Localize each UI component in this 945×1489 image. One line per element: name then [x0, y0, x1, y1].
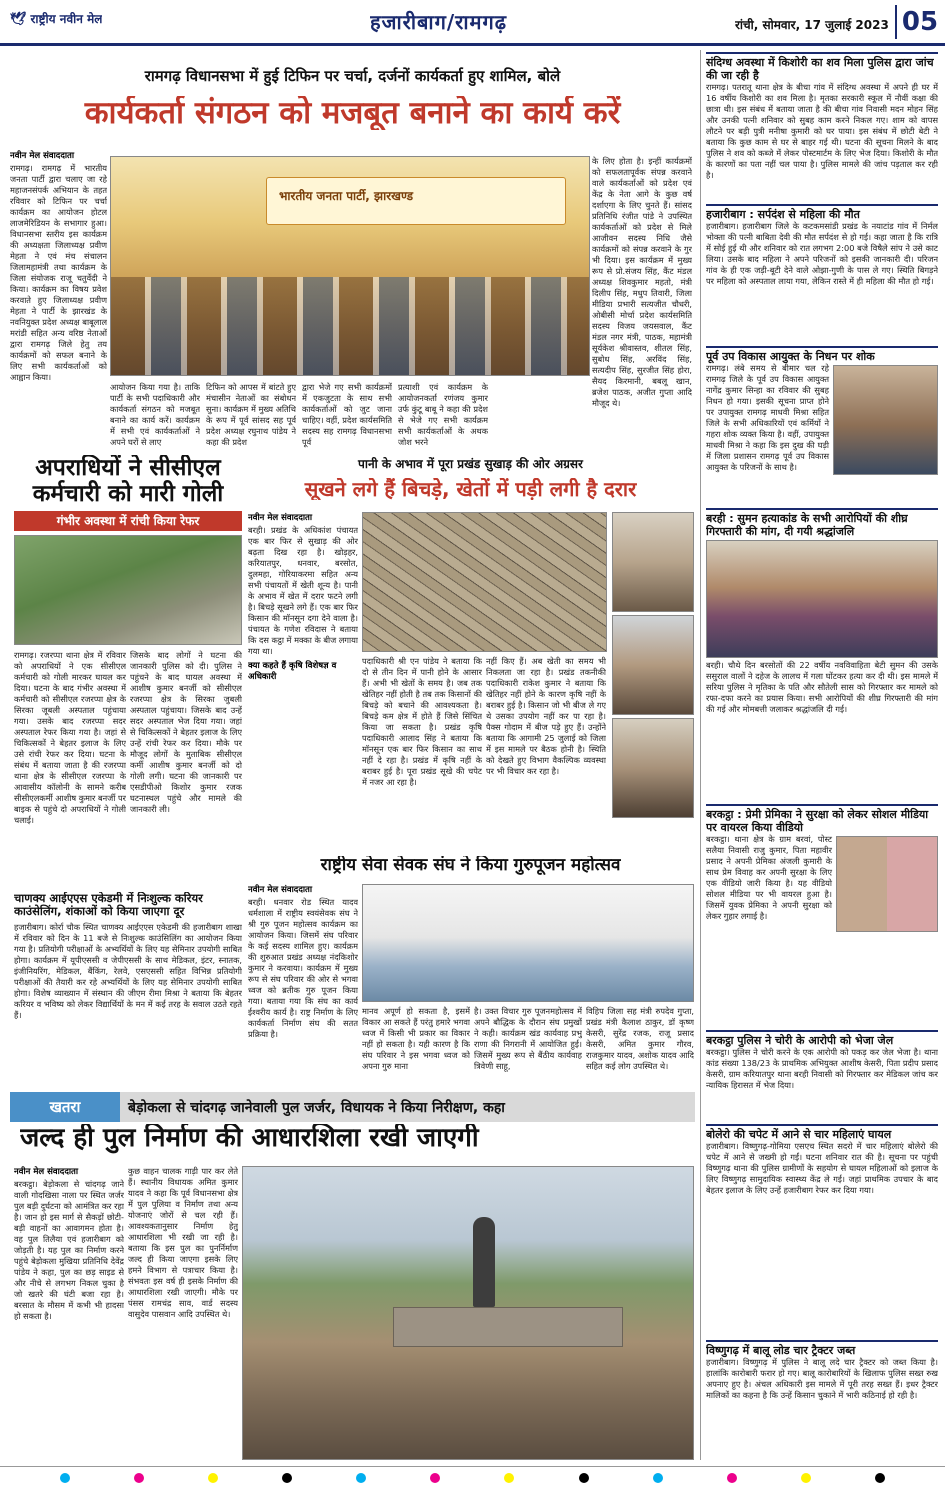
- lead-text-4: द्वारा भेजे गए सभी कार्यक्रमों में एकजुटता के साथ सभी कार्यकर्ताओं को जुट जाना चाहिए। वहीं, प्रदेश कार्यसमिति सदस्य सह रामगढ़ विधानसभा पूर्व: [302, 382, 392, 447]
- chanakya-headline: चाणक्य आईएएस एकेडमी में निःशुल्क करियर काउंसेलिंग, शंकाओं को किया जाएगा दूर: [14, 892, 203, 919]
- bridge-kicker-bar: [10, 1092, 695, 1122]
- cyan-swatch: [356, 1473, 366, 1483]
- black-swatch: [579, 1473, 589, 1483]
- drought-subhead: क्या कहते हैं कृषि विशेषज्ञ व अधिकारी: [248, 660, 337, 682]
- rss-text-2: मानव अपूर्ण हो सकता है, इसमें विकार आ सकते हैं परंतु हमारे भगवा ध्वज में किसी भी प्रकार का विकार नहीं हो सकता है। यही कारण है कि संघ परिवार ने इस भगवा ध्वज को अपना गुरु माना: [362, 1006, 470, 1071]
- drought-byline: नवीन मेल संवाददाता: [248, 513, 313, 523]
- crime-column-2: [130, 650, 242, 890]
- bridge-text-1: बरकट्ठा। बेड़ोकला से चांदगढ़ जाने वाली गोदखिसा नाला पर स्थित जर्जर पुल बड़ी दुर्घटना को आमंत्रित कर रहा है। जान हो इस मार्ग से सैकड़ों छोटी-बड़ी वाहनों का आवागमन होता है। वह पुल तिलैया एवं हजारीबाग को जोड़ती है। यह पुल का निर्माण करने पहुंचे बेड़ोकला मुखिया प्रतिनिधि देवेंद्र पांडेय ने कहा, पुल का छड़ साइड से और नीचे से लगभग निकल चुका है जो खतरे की घंटी बजा रहा है। बरसात के मौसम में कभी भी हादसा हो सकता है।: [14, 1179, 124, 1321]
- official-portrait-1: [612, 512, 694, 612]
- side-story-4-body: बरही। चौथे दिन बरसोतों की 22 वर्षीय नवविवाहिता बेटी सुमन की उसके ससुराल वालों ने दहेज के लालच में गला घोंटकर हत्या कर दी थी। इस मामले में सरिया पुलिस ने मृतिका के पति और सौतेली सास को गिरफ्तार कर मामले को रफा-दफा करने का प्रयास किया। सभी आरोपियों की शीघ्र गिरफ्तारी की मांग की गई और मोमबत्ती जलाकर श्रद्धांजलि दी गई।: [706, 660, 938, 715]
- crime-text-1: रामगढ़। रजरप्पा थाना क्षेत्र में रविवार को अपराधियों ने एक सीसीएल कर्मचारी को गोली मारकर घायल कर दिया। घटना के बाद गंभीर अवस्था में कर्मचारी को सीसीएल रजरप्पा क्षेत्र के सिरका जूबली अस्पताल पहुंचाया गया। उसके बाद रजरप्पा सदर अस्पताल रेफर किया गया है। जहां से चिकित्सकों ने बेहतर इलाज के लिए उसे रांची रेफर कर दिया। घटना के संबंध में बताया जाता है की रजरप्पा थाना क्षेत्र के सीसीएल रजरप्पा के आवासीय कॉलोनी के सामने करीब सीसीएलकर्मी आशीष कुमार बनर्जी पर बाइक से पहुंचे दो अपराधियों ने गोली चलाई।: [14, 650, 126, 825]
- drought-text-3: नहीं किए हैं। अब खेती का समय भी निकलता जा रहा है। प्रखंड तकनीकी पदाधिकारी राकेश कुमार ने बताया कि खेतिहर नहीं होने के कारण कृषि नहीं के बराबर हुई है। किसान जो भी बीज ले गए थे उसका उपयोग नहीं कर पा रहा है। पैक्स गोदाम में बीज पड़े हुए हैं। उन्होंने बताया कि आगामी 25 जुलाई को जिला में इस मामले पर बैठक होनी है। स्थिति को देखते हुए विभाग वैकल्पिक व्यवस्था पर भी विचार कर रहा है।: [486, 656, 606, 776]
- side-story-2: [706, 204, 938, 342]
- masthead-logo: [10, 10, 102, 27]
- magenta-swatch: [727, 1473, 737, 1483]
- black-swatch: [282, 1473, 292, 1483]
- side-story-5: [706, 804, 938, 1026]
- side-story-6: [706, 1030, 938, 1118]
- drought-column-2: [362, 656, 482, 846]
- section-title: हजारीबाग/रामगढ़: [370, 10, 508, 34]
- lead-text-2: आयोजन किया गया है। ताकि पार्टी के सभी पदाधिकारी और कार्यकर्ता संगठन को मजबूत बनाने का कार्य करें। कार्यक्रम में सभी एवं कार्यकर्ताओं ने अपने घरों से लाए: [110, 382, 200, 447]
- lead-text-1: रामगढ़। रामगढ़ में भारतीय जनता पार्टी द्वारा चलाए जा रहे महाजनसंपर्क अभियान के तहत रविवार को टिफिन पर चर्चा कार्यक्रम का आयोजन होटल लाजमेरिडियन के सभागार हुआ। विधानसभा स्तरीय इस कार्यक्रम की अध्यक्षता जिलाध्यक्ष प्रवीण मेहता ने एवं मंच संचालन जिलामहामंत्री तथा कार्यक्रम के जिला संयोजक राजू चतुर्वेदी ने किया। कार्यक्रम का विषय प्रवेश करवाते हुए जिलाध्यक्ष प्रवीण मेहता ने पार्टी के झारखंड के नवनियुक्त प्रदेश अध्यक्ष बाबूलाल मरांडी सहित अन्य वरिष्ठ नेताओं द्वारा रामगढ़ जिले हेतु तय कार्यक्रमों को सफल बनाने के लिए सभी कार्यकर्ताओं को आह्वान किया।: [10, 163, 107, 382]
- side-story-5-head: बरकट्ठा : प्रेमी प्रेमिका ने सुरक्षा को लेकर सोशल मीडिया पर वायरल किया वीडियो: [706, 804, 938, 834]
- side-story-8: [706, 1340, 938, 1462]
- lead-text-3: टिफिन को आपस में बांटते हुए मंचासीन नेताओं का संबोधन सुना। कार्यक्रम में मुख्य अतिथि के रूप में पूर्व सांसद सह पूर्व प्रदेश अध्यक्ष रघुनाथ पांडेय ने कहा की प्रदेश: [206, 382, 296, 447]
- crime-photo: [14, 535, 242, 645]
- lead-column-4: [302, 382, 392, 454]
- side-story-4-head: बरही : सुमन हत्याकांड के सभी आरोपियों की शीघ्र गिरफ्तारी की मांग, दी गयी श्रद्धांजलि: [706, 508, 938, 538]
- side-story-4-photo: [706, 540, 938, 658]
- paper-name: राष्ट्रीय नवीन मेल: [30, 12, 103, 26]
- bird-icon: 🕊: [10, 12, 27, 27]
- lead-byline: नवीन मेल संवाददाता: [10, 151, 75, 161]
- bridge-headline: जल्द ही पुल निर्माण की आधारशिला रखी जाएगी: [20, 1124, 479, 1153]
- rss-photo: [362, 884, 694, 1002]
- page-number: 05: [895, 5, 943, 39]
- bridge-tag: खतरा: [10, 1092, 120, 1122]
- side-story-7-head: बोलेरो की चपेट में आने से चार महिलाएं घायल: [706, 1124, 938, 1141]
- lead-column-5: [398, 382, 488, 454]
- lead-text-6: के लिए होता है। इन्हीं कार्यक्रमों को सफलतापूर्वक संपन्न करवाने वाले कार्यकर्ताओं को प्रदेश एवं केंद्र के नेता आगे के कुछ वर्ष दर्शाएगा के लिए चुनते हैं। सांसद प्रतिनिधि रंजीत पांडे ने उपस्थित कार्यकर्ताओं को प्रदेश से मिले आजीवन सदस्य निधि जैसे कार्यक्रमों को संपन्न करवाने के गुर भी दिया। इस कार्यक्रम में मुख्य रूप से प्रो.संजय सिंह, कैंट मंडल अध्यक्ष शिवकुमार महतो, मंत्री दिलीप सिंह, मधुप तिवारी, जिला मीडिया प्रभारी सत्यजीत चौधरी, ओबीसी मोर्चा प्रदेश कार्यसमिति सदस्य विजय जयसवाल, कैंट मंडल नगर मंत्री, पाठक, महामंत्री सूर्यकेश श्रीवास्तव, शीतल सिंह, सुबोध सिंह, अरविंद सिंह, सत्यदीप सिंह, सुरजीत सिंह होरा, सैयद किरमानी, बबलू खान, ब्रजेश पाठक, अजीत गुप्ता आदि मौजूद थे।: [592, 156, 692, 408]
- side-story-1-head: संदिग्ध अवस्था में किशोरी का शव मिला पुलिस द्वारा जांच की जा रही है: [706, 52, 938, 82]
- cyan-swatch: [653, 1473, 663, 1483]
- side-story-3: [706, 346, 938, 504]
- side-story-1: [706, 52, 938, 202]
- bridge-kicker: बेड़ोकला से चांदगढ़ जानेवाली पुल जर्जर, विधायक ने किया निरीक्षण, कहा: [128, 1100, 505, 1116]
- side-story-1-body: रामगढ़। पतरातू थाना क्षेत्र के बीचा गांव में संदिग्ध अवस्था में अपने ही घर में 16 वर्षीय किशोरी का शव मिला है। मृतका सरकारी स्कूल में नौवीं कक्षा की छात्रा थी। इस संबंध में बताया जाता है की बीचा गांव निवासी मदन मोहन सिंह और उनकी पत्नी शनिवार को सुबह काम करने निकल गए। शाम को वापस लौटने पर बड़ी पुत्री मनीषा कुमारी को घर पाया। इस संबंध में छोटी बेटी ने बताया कि कुछ काम से घर से बाहर गई थी। घटना की सूचना मिलने के बाद पुलिस ने शव को कब्जे में लेकर पोस्टमार्टम के लिए भेज दिया। किशोरी के मौत के कारणों का पता नहीं चल पाया है। पुलिस मामले की जांच पड़ताल कर रही है।: [706, 82, 938, 181]
- official-portrait-2: [612, 615, 694, 715]
- color-registration-marks: [60, 1472, 885, 1484]
- official-portrait-3: [612, 718, 694, 818]
- drought-kicker: पानी के अभाव में पूरा प्रखंड सुखाड़ की ओर अग्रसर: [358, 457, 583, 471]
- chanakya-column: [14, 922, 242, 1087]
- rss-column-1: [248, 884, 358, 1084]
- side-story-6-head: बरकट्ठा पुलिस ने चोरी के आरोपी को भेजा जेल: [706, 1030, 938, 1047]
- drought-column-3: [486, 656, 606, 846]
- side-story-8-head: विष्णुगढ़ में बालू लोड चार ट्रैक्टर जब्त: [706, 1340, 938, 1357]
- black-swatch: [875, 1473, 885, 1483]
- yellow-swatch: [801, 1473, 811, 1483]
- rss-headline: राष्ट्रीय सेवा सेवक संघ ने किया गुरुपूजन महोत्सव: [320, 856, 621, 875]
- lead-kicker: रामगढ़ विधानसभा में हुई टिफिन पर चर्चा, दर्जनों कार्यकर्ता हुए शामिल, बोले: [144, 67, 561, 85]
- dateline: रांची, सोमवार, 17 जुलाई 2023: [735, 18, 889, 32]
- rss-text-4: विहिप जिला सह मंत्री रुपदेव गुप्ता, प्रखंड मंत्री कैलाश ठाकुर, डॉ कृष्ण केसरी, सुरेंद्र रजक, राजू प्रसाद केसरी, अमित कुमार गौरव, राजकुमार यादव, अशोक यादव आदि सहित कई लोग उपस्थित थे।: [586, 1006, 694, 1071]
- drought-headline: सूखने लगे हैं बिचड़े, खेतों में पड़ी लगी है दरार: [304, 478, 637, 500]
- drought-photo-cracked-field: [362, 512, 607, 652]
- side-story-2-head: हजारीबाग : सर्पदंश से महिला की मौत: [706, 204, 938, 221]
- sidebar-divider: [700, 50, 701, 1460]
- magenta-swatch: [134, 1473, 144, 1483]
- side-story-3-body: रामगढ़। लंबे समय से बीमार चल रहे रामगढ़ जिले के पूर्व उप विकास आयुक्त नागेंद्र कुमार सिन्हा का रविवार की सुबह निधन हो गया। इसकी सूचना प्राप्त होने पर उपायुक्त रामगढ़ माधवी मिश्रा सहित जिले के सभी अधिकारियों एवं कर्मियों ने गहरा शोक व्यक्त किया है। वहीं, उपायुक्त माधवी मिश्रा ने कहा कि इस दुख की घड़ी में जिला प्रशासन रामगढ़ पूर्व उप विकास आयुक्त के परिजनों के साथ है।: [706, 363, 829, 473]
- side-story-6-body: बरकट्ठा। पुलिस ने चोरी करने के एक आरोपी को पकड़ कर जेल भेजा है। थाना कांड संख्या 138/23 के प्राथमिक अभियुक्त आशीष केसरी, पिता प्रदीप प्रसाद केसरी, ग्राम करियातपुर थाना बरही निवासी को गिरफ्तार कर मेडिकल जांच कर न्यायिक हिरासत में भेज दिया।: [706, 1047, 938, 1091]
- rss-byline: नवीन मेल संवाददाता: [248, 885, 313, 895]
- drought-column-1: [248, 512, 358, 842]
- cyan-swatch: [60, 1473, 70, 1483]
- bridge-photo: [242, 1166, 694, 1460]
- lead-column-3: [206, 382, 296, 454]
- yellow-swatch: [208, 1473, 218, 1483]
- drought-text-1: बरही। प्रखंड के अधिकांश पंचायत एक बार फिर से सुखाड़ की ओर बढ़ता दिख रहा है। खोड़हर, करियातपुर, धनवार, बरसोत, दुलमहा, गोरियाकरमा सहित अन्य सभी पंचायतों में खेती शून्य है। पानी के अभाव में खेत में दरार फटने लगी है। बिचड़े सूखने लगे हैं। एक बार फिर किसान की मॉनसून दगा देने वाला है। पंचायत के गणेश रविदास ने बताया कि दस कट्ठा में मक्का के बीज लगाया गया था।: [248, 525, 358, 656]
- crime-subhead: गंभीर अवस्था में रांची किया रेफर: [14, 511, 242, 531]
- crime-text-2: जिसके बाद लोगों ने घटना की जानकारी पुलिस को दी। पुलिस ने पहुंचने के बाद घायल अवस्था में आशीष कुमार बनर्जी को सीसीएल रजरप्पा क्षेत्र के सिरका जुबली अस्पताल पहुंचाया। जिसके बाद उन्हें सदर अस्पताल भेज दिया गया। जहां से चिकित्सकों ने बेहतर इलाज के लिए उन्हें रांची रेफर कर दिया। मौके पर मौजूद लोगों के मुताबिक सीसीएल कर्मी आशीष कुमार बनर्जी को दो गोली लगी। घटना की जानकारी पर एसडीपीओ किशोर कुमार रजक घटनास्थल पहुंचे और मामले की जानकारी ली।: [130, 650, 242, 814]
- rss-column-3: [474, 1006, 582, 1086]
- crime-column-1: [14, 650, 126, 890]
- rss-text-1: बरही। धनवार रोड स्थित यादव धर्मशाला में राष्ट्रीय स्वयंसेवक संघ ने श्री गुरु पूजन महोत्सव कार्यक्रम का आयोजन किया। जिसमें संघ परिवार के कई सदस्य शामिल हुए। कार्यक्रम की शुरुआत प्रखंड अध्यक्ष नंदकिशोर कुमार ने करवाया। कार्यक्रम में मुख्य रूप से संघ परिवार की ओर से भगवा ध्वज को ब्रतीक गुरु पूजन किया गया। बताया गया कि संघ का कार्य ईश्वरीय कार्य है। राष्ट्र निर्माण के लिए कार्यकर्ता निर्माण संघ की सतत प्रक्रिया है।: [248, 897, 358, 1039]
- side-story-7: [706, 1124, 938, 1334]
- side-story-5-body: बरकट्ठा। थाना क्षेत्र के ग्राम बरवां, पोस्ट सलैया निवासी राजु कुमार, पिता महावीर प्रसाद ने अपनी प्रेमिका अंजली कुमारी के साथ प्रेम विवाह कर अपनी सुरक्षा के लिए एक वीडियो जारी किया है। यह वीडियो सोशल मीडिया पर भी वायरल हुआ है। जिसमें युवक प्रेमिका ने अपनी सुरक्षा को लेकर गुहार लगाई है।: [706, 834, 832, 922]
- lead-headline: कार्यकर्ता संगठन को मजबूत बनाने का कार्य करें: [84, 96, 621, 131]
- rss-column-2: [362, 1006, 470, 1086]
- magenta-swatch: [430, 1473, 440, 1483]
- lead-column-2: [110, 382, 200, 454]
- side-story-8-body: हजारीबाग। विष्णुगढ़ में पुलिस ने बालू लदे चार ट्रैक्टर को जब्त किया है। हालांकि कारोबारी फरार हो गए। बालू कारोबारियों के खिलाफ पुलिस सख्त रुख अपनाए हुए है। अंचल अधिकारी इस मामले में पूरी तरह सख्त हैं। इधर ट्रैक्टर मालिकों का कहना है कि उन्हें किसान चुकाने में भारी कठिनाई हो रही है।: [706, 1357, 938, 1401]
- drought-text-2: पदाधिकारी श्री एन पांडेय ने बताया कि दो से तीन दिन में पानी होने के आसार हैं। अभी भी खेतों के समय है। जब तक खेतिहर नहीं होती है तब तक किसानों की बिचड़े को बचाने की आवश्यकता है। बिचड़े कम क्षेत्र में होते हैं जिसे सिंचित किया जा सकता है। प्रखंड कृषि पदाधिकारी आलाद सिंह ने बताया कि मॉनसून एक बार फिर किसान का साथ नहीं दे रहा है। प्रखंड में कृषि नहीं के बराबर हुई है। पूरा प्रखंड सूखे की चपेट में नजर आ रहा है।: [362, 656, 482, 787]
- side-story-3-portrait: [833, 365, 938, 475]
- rss-column-4: [586, 1006, 694, 1086]
- side-story-3-head: पूर्व उप विकास आयुक्त के निधन पर शोक: [706, 346, 938, 363]
- side-story-4: [706, 508, 938, 798]
- side-story-5-photo: [836, 836, 938, 932]
- bridge-column-2: [128, 1166, 238, 1461]
- side-story-7-body: हजारीबाग। विष्णुगढ़-गोमिया एसएच स्थित सदरो में चार महिलाएं बोलेरो की चपेट में आने से जख्मी हो गईं। घटना शनिवार रात की है। सूचना पर पहुंची विष्णुगढ़ थाना की पुलिस ग्रामीणों के सहयोग से घायल महिलाओं को इलाज के लिए विष्णुगढ़ सामुदायिक स्वास्थ्य केंद्र ले गई। जहां प्राथमिक उपचार के बाद बेहतर इलाज के लिए उन्हें हजारीबाग रेफर कर दिया गया।: [706, 1141, 938, 1196]
- lead-photo: [110, 156, 590, 376]
- crime-headline: अपराधियों ने सीसीएल कर्मचारी को मारी गोली: [32, 455, 224, 508]
- bridge-byline: नवीन मेल संवाददाता: [14, 1167, 79, 1177]
- chanakya-text: हजारीबाग। कोर्रा चौक स्थित चाणक्य आईएएस एकेडमी की हजारीबाग शाखा में रविवार को दिन के 11 बजे से निःशुल्क काउंसिलिंग का आयोजन किया गया है। प्रतियोगी परीक्षाओं के अभ्यर्थियों के लिए यह सेमिनार उपयोगी साबित होगा। कार्यक्रम में यूपीएससी व जेपीएससी के साथ मेडिकल, इंटर, स्नातक, इंजीनियरिंग, मेडिकल, बैंकिंग, रेलवे, एसएससी सहित विभिन्न प्रतियोगी परीक्षाओं की तैयारी कर रहे अभ्यर्थियों के लिए यह सेमिनार उपयोगी साबित होगा। विशेष व्याख्यान में संस्थान की जीएम रीमा मिश्रा ने बताया कि बेहतर करियर व भविष्य को लेकर विद्यार्थियों के मन में कई तरह के सवाल उठते रहते हैं।: [14, 922, 242, 1020]
- rss-text-3: है। उक्त विचार गुरु पूजनमहोत्सव में अपने बौद्धिक के दौरान संघ प्रमुखों ने कही। कार्यक्रम खंड कार्यवाह प्रभु राणा की निगरानी में आयोजित हुई। जिसमें मुख्य रूप से बैंठीय कार्यवाह त्रिवेणी साहू,: [474, 1006, 582, 1071]
- photo-banner-text: भारतीय जनता पार्टी, झारखण्ड: [279, 189, 414, 203]
- bridge-column-1: [14, 1166, 124, 1461]
- side-story-2-body: हजारीबाग। हजारीबाग जिले के कटकमसांडी प्रखंड के नयाटांड गांव में निर्मल भोक्ता की पत्नी बाबिता देवी की मौत सर्पदंश से हो गई। कहा जाता है कि रात्रि में सोई हुई थी और शनिवार को रात लगभग 2:00 बजे विषैले सांप ने उसे काट लिया। उसके बाद महिला ने अपने परिजनों को इसकी जानकारी दी। परिजन गांव के ही एक जड़ी-बूटी देने वाले ओझा-गुणी के पास ले गए। स्थिति बिगड़ने पर महिला को अस्पताल लाया गया, लेकिन रास्ते में ही महिला की मौत हो गई।: [706, 221, 938, 287]
- yellow-swatch: [504, 1473, 514, 1483]
- bridge-text-2: कुछ वाहन चालक गाड़ी पार कर लेते हैं। स्थानीय विधायक अमित कुमार यादव ने कहा कि पूर्व विधानसभा क्षेत्र में पुल पुलिया व निर्माण तथा अन्य योजनाएं जोरों से चल रही हैं। आवश्यकतानुसार निर्माण हेतु आधारशिला भी रखी जा रही है। बताया कि इस पुल का पुनर्निर्माण जल्द ही किया जाएगा इसके लिए हमने विभाग से पत्राचार किया है। संभवतः इस वर्ष ही इसके निर्माण की आधारशिला रखी जाएगी। मौके पर पंसस रामचंद्र साव, वार्ड सदस्य वासुदेव पासवान आदि उपस्थित थे।: [128, 1166, 238, 1319]
- lead-text-5: प्रत्याशी एवं कार्यक्रम के आयोजनकर्ता रणंजय कुमार उर्फ कुंटू बाबू ने कहा की प्रदेश से भेजे गए सभी कार्यक्रम सभी कार्यकर्ताओं के अथक जोश भरने: [398, 382, 488, 447]
